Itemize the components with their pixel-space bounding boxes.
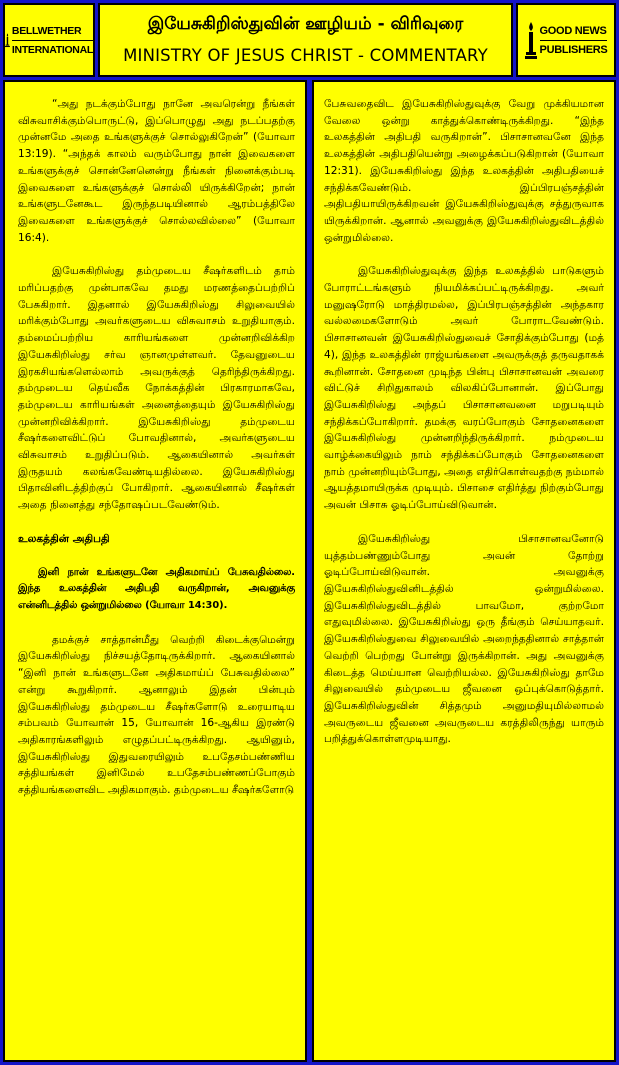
paragraph: தமக்குச் சாத்தான்மீது வெற்றி கிடைக்குமென்று இயேசுகிறிஸ்து நிச்சயத்தோடிருக்கிறார். ஆகையினால் “இனி நான் உங்களுடனே அதிகமாய்ப் பேசுவதில்லை” என்று கூறுகிறார். ஆனாலும் இதன் பின்பும் இயேசுகிறிஸ்து தம்முடைய சீஷர்களோடு உரையாடிய சம்பவம் யோவான் 15, யோவான் 16-ஆகிய இரண்டு அதிகாரங்களிலும் எழுதப்பட்டிருக்கிறது. ஆயினும், இயேசுகிறிஸ்து இதுவரையிலும் உபதேசம்பண்ணிய சத்தியங்கள் இனிமேல் உபதேசம்பண்ணப்போகும் சத்தியங்களைவிட அதிகமாகும். தம்முடைய சீஷர்களோடு xyxy=(18,633,295,797)
page-title-english: MINISTRY OF JESUS CHRIST - COMMENTARY xyxy=(123,46,488,65)
candle-icon xyxy=(5,19,10,61)
left-column xyxy=(3,80,307,1062)
bellwether-logo xyxy=(3,3,95,77)
right-logo-line2: PUBLISHERS xyxy=(539,43,608,56)
good-news-logo xyxy=(516,3,616,77)
paragraph: பேசுவதைவிட இயேசுகிறிஸ்துவுக்கு வேறு முக்கியமான வேலை ஒன்று காத்துக்கொண்டிருக்கிறது. “இந்த உலகத்தின் அதிபதி வருகிறான்”. பிசாசானவனே இந்த உலகத்தின் அதிபதியென்று அழைக்கப்படுகிறான் (யோவா 12:31). இயேசுகிறிஸ்து இந்த உலகத்தின் அதிபதியைச் சந்திக்கவேண்டும். இப்பிரபஞ்சத்தின் அதிபதியாயிருக்கிறவன் இயேசுகிறிஸ்துவுக்கு சத்துருவாக யிருக்கிறான். ஆனால் அவனுக்கு இயேசுகிறிஸ்துவிடத்தில் ஒன்றுமில்லை. xyxy=(324,98,604,244)
left-logo-line1: BELLWETHER xyxy=(12,22,93,41)
left-logo-line2: INTERNATIONAL xyxy=(11,43,93,56)
right-logo-line1: GOOD NEWS xyxy=(540,22,608,41)
page-header xyxy=(3,3,616,77)
paragraph: “அது நடக்கும்போது நானே அவரென்று நீங்கள் விசுவாசிக்கும்பொருட்டு, இப்பொழுது அது நடப்பதற்கு முன்னமே அதை உங்களுக்குச் சொல்லுகிறேன்” (யோவா 13:19). “அந்தக் காலம் வரும்போது நான் இவைகளை உங்களுக்குச் சொன்னேனென்று நீங்கள் நினைக்கும்படி இவைகளை உங்களுக்குச் சொல்லி யிருக்கிறேன்; நான் உங்களுடனேகூட இருந்தபடியினால் ஆரம்பத்திலே இவைகளை உங்களுக்குச் சொல்லவில்லை” (யோவா 16:4). xyxy=(18,98,295,244)
scripture-quote: இனி நான் உங்களுடனே அதிகமாய்ப் பேசுவதில்லை. இந்த உலகத்தின் அதிபதி வருகிறான், அவனுக்கு என்னிடத்தில் ஒன்றுமில்லை (யோவா 14:30). xyxy=(18,566,295,611)
section-heading: உலகத்தின் அதிபதி xyxy=(18,532,110,545)
candle-icon xyxy=(525,20,537,60)
paragraph: இயேசுகிறிஸ்து பிசாசானவனோடு யுத்தம்பண்ணும்போது அவன் தோற்று ஓடிப்போய்விடுவான். அவனுக்கு இயேசுகிறிஸ்துவினிடத்தில் ஒன்றுமில்லை. இயேசுகிறிஸ்துவிடத்தில் பாவமோ, குற்றமோ எதுவுமில்லை. இயேசுகிறிஸ்து ஒரு தீங்கும் செய்யாதவர். இயேசுகிறிஸ்துவை சிலுவையில் அறைந்ததினால் சாத்தான் வெற்றி பெற்றது போன்று இருக்கிறான். அது அவனுக்கு கிடைத்த மெய்யான வெற்றியல்ல. இயேசுகிறிஸ்து தாமே சிலுவையில் தம்முடைய ஜீவனை ஒப்புக்கொடுத்தார். இயேசுகிறிஸ்துவின் சித்தமும் அனுமதியுமில்லாமல் அவருடைய ஜீவனை அவருடைய கரத்திலிருந்து யாரும் பறித்துக்கொள்ளமுடியாது. xyxy=(324,532,604,746)
paragraph: இயேசுகிறிஸ்து தம்முடைய சீஷர்களிடம் தாம் மரிப்பதற்கு முன்பாகவே தமது மரணத்தைப்பற்றிப் பேசுகிறார். இதனால் இயேசுகிறிஸ்து சிலுவையில் மரிக்கும்போது அவர்களுடைய விசுவாசம் உறுதியாகும். தம்மைப்பற்றிய காரியங்களை முன்னறிவிக்கிற இயேசுகிறிஸ்து சர்வ ஞானமுள்ளவர். தேவனுடைய இரகசியங்களெல்லாம் அவருக்குத் தெரிந்திருக்கிறது. தம்முடைய தெய்வீக நோக்கத்தின் பிரகாரமாகவே, தம்முடைய காரியங்கள் அனைத்தையும் இயேசுகிறிஸ்து முன்னறிவிக்கிறார். இயேசுகிறிஸ்து தம்முடைய சீஷர்களைவிட்டுப் போவதினால், அவர்களுடைய விசுவாசம் உறுதிப்படும். ஆகையினால் அவர்கள் இருதயம் கலங்கவேண்டியதில்லை. இயேசுகிறிஸ்து பிதாவினிடத்திற்குப் போகிறார். ஆகையினால் சீஷர்கள் அதை நினைத்து சந்தோஷப்படவேண்டும். xyxy=(18,265,295,512)
page-title-tamil: இயேசுகிறிஸ்துவின் ஊழியம் - விரிவுரை xyxy=(147,14,464,34)
title-box xyxy=(98,3,513,77)
paragraph: இயேசுகிறிஸ்துவுக்கு இந்த உலகத்தில் பாடுகளும் போராட்டங்களும் நியமிக்கப்பட்டிருக்கிறது. அவர் மனுஷரோடு மாத்திரமல்ல, இப்பிரபஞ்சத்தின் அந்தகார வல்லமைகளோடும் அவர் போராடவேண்டும். பிசாசானவன் இயேசுகிறிஸ்துவைச் சோதிக்கும்போது (மத் 4), இந்த உலகத்தின் ராஜ்யங்களை அவருக்குத் தருவதாகக் கூறினான். சோதனை முடிந்த பின்பு பிசாசானவன் அவரை விட்டுச் சிறிதுகாலம் விலகிப்போனான். இப்போது இயேசுகிறிஸ்து அந்தப் பிசாசானவனை மறுபடியும் சந்திக்கப்போகிறார். தமக்கு வரப்போகும் சோதனைகளை இயேசுகிறிஸ்து முன்னறிந்திருக்கிறார். நம்முடைய வாழ்க்கையிலும் நாம் சந்திக்கப்போகும் சோதனைகளை நாம் முன்னறியும்போது, அதை எதிர்கொள்வதற்கு நம்மால் ஆயத்தமாயிருக்க முடியும். பிசாசை எதிர்த்து நிற்கும்போது அவன் பிசாசு ஓடிப்போய்விடுவான். xyxy=(324,265,604,512)
right-column xyxy=(312,80,616,1062)
